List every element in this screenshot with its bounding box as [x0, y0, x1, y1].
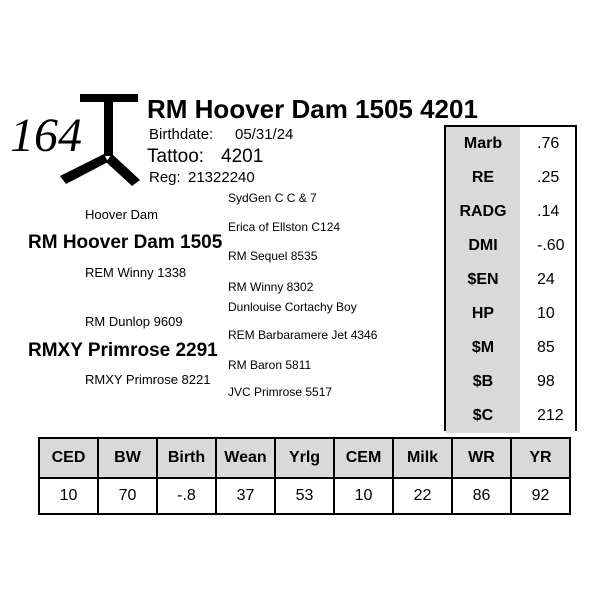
- epd-value-cell: -.8: [157, 478, 216, 514]
- pedigree-sire-sire: Hoover Dam: [85, 207, 158, 222]
- side-epd-label: $EN: [446, 263, 520, 297]
- side-epd-value: 98: [520, 365, 575, 399]
- epd-header-row: [39, 438, 570, 478]
- pedigree-dam-sire-sire: Dunlouise Cortachy Boy: [228, 300, 357, 314]
- side-epd-label: $C: [446, 399, 520, 433]
- pedigree-dam-sire: RM Dunlop 9609: [85, 314, 183, 329]
- epd-value-cell: 53: [275, 478, 334, 514]
- side-epd-label: RE: [446, 161, 520, 195]
- epd-value-row: [39, 478, 570, 514]
- epd-header-cell: WR: [452, 438, 511, 478]
- pedigree-dam-dam: RMXY Primrose 8221: [85, 372, 211, 387]
- pedigree-sire-dam: REM Winny 1338: [85, 265, 187, 280]
- epd-header-cell: YR: [511, 438, 570, 478]
- epd-header-cell: Yrlg: [275, 438, 334, 478]
- side-epd-value: .14: [520, 195, 575, 229]
- pedigree-dam-dam-sire: RM Baron 5811: [228, 358, 312, 372]
- side-epd-label: Marb: [446, 127, 520, 161]
- side-epd-value: .25: [520, 161, 575, 195]
- side-epd-value: 85: [520, 331, 575, 365]
- side-epd-label: $B: [446, 365, 520, 399]
- side-epd-label: $M: [446, 331, 520, 365]
- epd-value-cell: 70: [98, 478, 157, 514]
- side-epd-panel: [444, 125, 577, 431]
- lot-number: 164: [10, 109, 82, 162]
- pedigree-sire-sire-sire: SydGen C C & 7: [228, 191, 317, 205]
- epd-value-cell: 10: [334, 478, 393, 514]
- side-epd-label: RADG: [446, 195, 520, 229]
- reg-value: 21322240: [188, 169, 255, 186]
- epd-header-cell: Milk: [393, 438, 452, 478]
- epd-value-cell: 10: [39, 478, 98, 514]
- pedigree-sire-dam-sire: RM Sequel 8535: [228, 249, 318, 263]
- animal-title: RM Hoover Dam 1505 4201: [147, 94, 478, 124]
- epd-header-cell: Birth: [157, 438, 216, 478]
- brand-mark-icon: [40, 92, 150, 187]
- epd-value-cell: 22: [393, 478, 452, 514]
- epd-table: [38, 437, 571, 515]
- pedigree-sire-sire-dam: Erica of Ellston C124: [228, 220, 341, 234]
- pedigree-sire-dam-dam: RM Winny 8302: [228, 280, 314, 294]
- reg-label: Reg:: [149, 169, 181, 186]
- epd-value-cell: 86: [452, 478, 511, 514]
- side-epd-value: 10: [520, 297, 575, 331]
- side-epd-row: [446, 297, 575, 331]
- epd-header-cell: BW: [98, 438, 157, 478]
- side-epd-label: DMI: [446, 229, 520, 263]
- side-epd-row: [446, 399, 575, 433]
- epd-header-cell: CEM: [334, 438, 393, 478]
- side-epd-row: [446, 229, 575, 263]
- side-epd-row: [446, 127, 575, 161]
- side-epd-value: .76: [520, 127, 575, 161]
- side-epd-row: [446, 161, 575, 195]
- pedigree-dam-dam-dam: JVC Primrose 5517: [228, 385, 333, 399]
- pedigree-dam: RMXY Primrose 2291: [28, 340, 218, 361]
- side-epd-row: [446, 195, 575, 229]
- side-epd-row: [446, 263, 575, 297]
- pedigree-dam-sire-dam: REM Barbaramere Jet 4346: [228, 328, 378, 342]
- side-epd-value: -.60: [520, 229, 575, 263]
- epd-value-cell: 37: [216, 478, 275, 514]
- epd-header-cell: CED: [39, 438, 98, 478]
- tattoo-label: Tattoo:: [147, 146, 205, 167]
- epd-header-cell: Wean: [216, 438, 275, 478]
- side-epd-row: [446, 331, 575, 365]
- side-epd-row: [446, 365, 575, 399]
- side-epd-value: 24: [520, 263, 575, 297]
- tattoo-value: 4201: [221, 146, 264, 167]
- birthdate-value: 05/31/24: [235, 126, 294, 143]
- pedigree-sire: RM Hoover Dam 1505: [28, 232, 223, 253]
- epd-value-cell: 92: [511, 478, 570, 514]
- birthdate-label: Birthdate:: [149, 126, 214, 143]
- side-epd-value: 212: [520, 399, 575, 433]
- side-epd-label: HP: [446, 297, 520, 331]
